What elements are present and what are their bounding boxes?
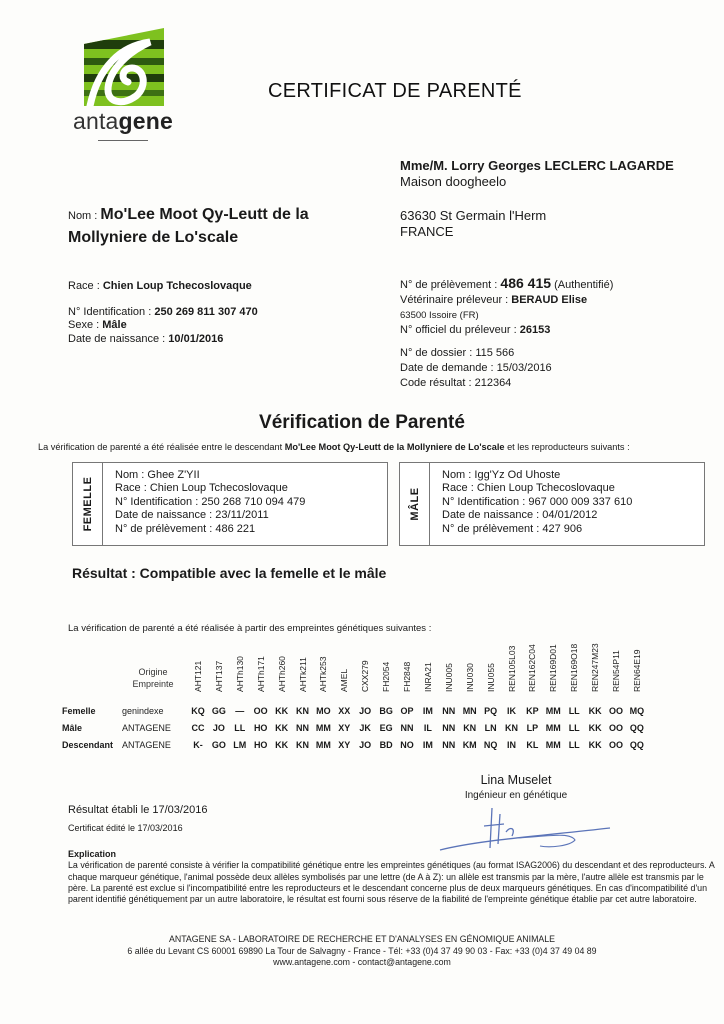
marker-name: AHTk253 xyxy=(318,656,329,692)
logo-wordmark xyxy=(68,108,178,135)
marker-name: REN54P11 xyxy=(611,650,621,692)
allele-cell: OO xyxy=(608,740,623,750)
genetics-intro: La vérification de parenté a été réalisée à partir des empreintes génétiques suivantes : xyxy=(68,623,432,634)
origin-header-line2: Empreinte xyxy=(132,679,174,689)
allele-cell: IK xyxy=(507,706,516,716)
marker-name: REN247M23 xyxy=(590,643,601,692)
allele-cell: MM xyxy=(545,740,561,750)
dog-dob xyxy=(68,333,309,347)
marker-name: AHTh130 xyxy=(234,656,245,692)
marker-name: AHTh171 xyxy=(255,656,266,692)
marker-header xyxy=(421,644,435,702)
marker-header xyxy=(379,644,393,702)
female-dob: Date de naissance : 23/11/2011 xyxy=(115,509,269,522)
dossier-label: N° de dossier : xyxy=(400,347,476,359)
allele-cell: KQ xyxy=(191,706,205,716)
allele-cell: LL xyxy=(568,740,580,750)
allele-cell: IM xyxy=(422,706,433,716)
row-origin: genindexe xyxy=(122,706,164,716)
allele-cell: QQ xyxy=(629,740,644,750)
allele-cell: NN xyxy=(442,740,456,750)
marker-name: REN162C04 xyxy=(527,644,538,692)
male-name: Nom : Igg'Yz Od Uhoste xyxy=(442,469,561,481)
row-origin: ANTAGENE xyxy=(122,723,171,733)
footer-separator: - xyxy=(349,957,358,968)
dog-name xyxy=(68,204,309,227)
allele-cell: KL xyxy=(526,740,539,750)
sample-vet-location: 63500 Issoire (FR) xyxy=(400,310,479,321)
allele-cell: KK xyxy=(588,740,602,750)
marker-name: FH2054 xyxy=(381,661,392,692)
allele-cell: CC xyxy=(191,723,205,733)
dog-dob-value: 10/01/2016 xyxy=(168,332,224,345)
female-sample: N° de prélèvement : 486 221 xyxy=(115,522,256,535)
male-sample: N° de prélèvement : 427 906 xyxy=(442,522,583,535)
allele-cell: HO xyxy=(253,723,268,733)
allele-cell: OO xyxy=(608,723,623,733)
marker-header xyxy=(609,644,623,702)
marker-header xyxy=(254,644,268,702)
row-origin: ANTAGENE xyxy=(122,740,171,750)
dog-id xyxy=(68,306,309,320)
allele-cell: KP xyxy=(526,706,539,716)
marker-name: INU055 xyxy=(485,663,496,692)
table-row xyxy=(62,706,712,723)
marker-header xyxy=(505,644,519,702)
allele-cell: JO xyxy=(359,740,372,750)
dog-sex xyxy=(68,319,309,333)
marker-header xyxy=(316,644,330,702)
marker-name: AHT121 xyxy=(193,660,203,692)
allele-cell: JO xyxy=(212,723,225,733)
sample-vet-label: Vétérinaire préleveur : xyxy=(400,294,512,306)
verification-intro-suffix: et les reproducteurs suivants : xyxy=(504,442,630,452)
allele-cell: KN xyxy=(296,740,309,750)
allele-cell: GG xyxy=(211,706,226,716)
allele-cell: LL xyxy=(234,723,246,733)
allele-cell: NN xyxy=(442,706,456,716)
allele-cell: GO xyxy=(211,740,226,750)
footer-address: 6 allée du Levant CS 60001 69890 La Tour de Salvagny - France - Tél: +33 (0)4 37 49 90 03 - Fax: +33 (0)4 37 49 04 89 xyxy=(127,945,597,956)
marker-header xyxy=(233,644,247,702)
dossier-value: 115 566 xyxy=(475,347,515,359)
verification-intro-prefix: La vérification de parenté a été réalisée entre le descendant xyxy=(38,442,285,452)
allele-cell: K- xyxy=(193,740,203,750)
signer-title: Ingénieur en génétique xyxy=(464,790,568,801)
allele-cell: QQ xyxy=(629,723,644,733)
male-fields xyxy=(430,463,632,545)
allele-cell: MM xyxy=(545,706,561,716)
origin-header-line1: Origine xyxy=(138,667,168,677)
allele-cell: OO xyxy=(608,706,623,716)
marker-header xyxy=(442,644,456,702)
allele-cell: BD xyxy=(379,740,393,750)
footer-contact xyxy=(0,957,724,969)
sample-number xyxy=(400,276,613,293)
marker-header xyxy=(546,644,560,702)
owner-address xyxy=(400,158,674,240)
marker-name: INU005 xyxy=(443,663,454,692)
allele-cell: KN xyxy=(505,723,518,733)
dog-race-label: Race : xyxy=(68,280,103,292)
dog-race xyxy=(68,280,309,294)
request-date xyxy=(400,361,613,376)
allele-cell: MM xyxy=(315,740,331,750)
allele-cell: JK xyxy=(359,723,371,733)
certificate-edited-date: Certificat édité le 17/03/2016 xyxy=(68,823,183,833)
row-label: Descendant xyxy=(62,740,114,750)
female-id: N° Identification : 250 268 710 094 479 xyxy=(115,495,306,508)
request-date-value: 15/03/2016 xyxy=(496,362,552,374)
allele-cell: MO xyxy=(316,706,331,716)
result-code-label: Code résultat : xyxy=(400,377,475,389)
male-race: Race : Chien Loup Tchecoslovaque xyxy=(442,482,615,495)
allele-cell: LN xyxy=(484,723,497,733)
logo-underline xyxy=(98,140,148,141)
allele-cell: MM xyxy=(315,723,331,733)
male-side-text: MÂLE xyxy=(408,487,421,521)
marker-header xyxy=(463,644,477,702)
owner-name: Mme/M. Lorry Georges LECLERC LAGARDE xyxy=(400,158,674,173)
dog-name-line2: Mollyniere de Lo'scale xyxy=(68,229,239,246)
document-title: CERTIFICAT DE PARENTÉ xyxy=(268,80,522,102)
marker-header xyxy=(484,644,498,702)
marker-name: REN105L03 xyxy=(506,645,517,692)
request-date-label: Date de demande : xyxy=(400,362,497,374)
footer-website[interactable]: www.antagene.com xyxy=(273,957,350,968)
allele-cell: LP xyxy=(526,723,539,733)
sample-status: (Authentifié) xyxy=(551,279,614,291)
row-label: Femelle xyxy=(62,706,96,716)
result-code-value: 212364 xyxy=(474,377,512,389)
allele-cell: XY xyxy=(338,723,351,733)
marker-header xyxy=(358,644,372,702)
marker-header xyxy=(275,644,289,702)
allele-cell: KK xyxy=(275,723,289,733)
male-parent-box xyxy=(399,462,705,546)
marker-name: AHTk211 xyxy=(297,657,308,692)
allele-cell: NQ xyxy=(483,740,498,750)
marker-header xyxy=(400,644,414,702)
sample-vet xyxy=(400,293,613,308)
signer-block xyxy=(436,773,596,801)
certificate-dates xyxy=(68,804,207,833)
allele-cell: NN xyxy=(442,723,456,733)
allele-cell: PQ xyxy=(484,706,498,716)
result-established-date: Résultat établi le 17/03/2016 xyxy=(68,804,208,816)
allele-cell: NO xyxy=(400,740,414,750)
allele-cell: KK xyxy=(588,723,602,733)
explanation-body: La vérification de parenté consiste à vérifier la compatibilité génétique entre les empreintes génétiques (au format ISAG2006) du descendant et des reproducteurs. A chaque marqueur génétique, l'animal possède deux allèles symbolisés par une lettre (de A à Z): un allèle est transmis par la mère, l'autre allèle est transmis par le père. La parenté est exclue si l'incompatibilité entre les reproducteurs et le descendant concerne plus de deux marqueurs génétiques. En cas d'incompatibilité d'un parent identifié génétiquement par un autre laboratoire, le résultat est fourni sous réserve de la fiabilité de l'empreinte génétique établie par cet autre laboratoire. xyxy=(68,860,715,905)
dog-id-label: N° Identification : xyxy=(68,305,155,318)
sample-number-label: N° de prélèvement : xyxy=(400,279,501,291)
marker-name: AHTh260 xyxy=(276,656,287,692)
dog-id-value: 250 269 811 307 470 xyxy=(154,305,258,318)
logo-text-light: anta xyxy=(72,108,119,134)
dog-race-value: Chien Loup Tchecoslovaque xyxy=(102,280,252,292)
marker-header xyxy=(630,644,644,702)
allele-cell: XX xyxy=(338,706,351,716)
marker-header xyxy=(337,644,351,702)
footer-company: ANTAGENE SA - LABORATOIRE DE RECHERCHE ET D'ANALYSES EN GÉNOMIQUE ANIMALE xyxy=(168,934,556,944)
allele-cell: OP xyxy=(400,706,414,716)
table-row xyxy=(62,723,712,740)
marker-name: INRA21 xyxy=(422,662,433,692)
allele-cell: KK xyxy=(275,740,289,750)
marker-header xyxy=(567,644,581,702)
sample-vet-official-label: N° officiel du préleveur : xyxy=(400,324,520,336)
allele-cell: IN xyxy=(507,740,516,750)
row-label: Mâle xyxy=(62,723,83,733)
allele-cell: NN xyxy=(296,723,309,733)
dog-info xyxy=(68,204,309,346)
result-statement: Résultat : Compatible avec la femelle et le mâle xyxy=(72,565,387,581)
marker-header xyxy=(588,644,602,702)
owner-country: FRANCE xyxy=(400,224,454,239)
sample-number-value: 486 415 xyxy=(500,275,552,291)
allele-cell: MN xyxy=(462,706,477,716)
dog-name-line1: Mo'Lee Moot Qy-Leutt de la xyxy=(100,206,309,223)
table-row xyxy=(62,740,712,757)
footer xyxy=(0,934,724,969)
marker-name: REN169O18 xyxy=(569,643,580,692)
marker-name: INU030 xyxy=(464,663,475,692)
marker-name: AMEL xyxy=(339,668,350,692)
allele-cell: MQ xyxy=(629,706,645,716)
sample-vet-official xyxy=(400,323,613,338)
allele-cell: KM xyxy=(462,740,477,750)
allele-cell: HO xyxy=(253,740,268,750)
allele-cell: EG xyxy=(379,723,393,733)
allele-cell: KK xyxy=(588,706,602,716)
genetic-marker-table xyxy=(62,644,712,759)
antagene-logo xyxy=(68,28,178,148)
male-dob: Date de naissance : 04/01/2012 xyxy=(442,509,598,522)
sample-vet-official-value: 26153 xyxy=(519,324,551,336)
result-code xyxy=(400,376,613,391)
allele-cell: KN xyxy=(463,723,477,733)
female-side-text: FEMELLE xyxy=(81,476,94,532)
dog-sex-value: Mâle xyxy=(102,319,127,331)
marker-header xyxy=(296,644,310,702)
logo-text-bold: gene xyxy=(118,108,174,134)
origin-header xyxy=(118,666,188,690)
female-race: Race : Chien Loup Tchecoslovaque xyxy=(115,482,288,495)
allele-cell: KK xyxy=(275,706,289,716)
verification-intro xyxy=(38,442,630,452)
allele-cell: MM xyxy=(545,723,561,733)
marker-name: REN64E19 xyxy=(631,649,642,692)
male-side-label xyxy=(400,463,430,545)
female-fields xyxy=(103,463,305,545)
owner-kennel: Maison doogheelo xyxy=(400,174,507,189)
female-side-label xyxy=(73,463,103,545)
signature-icon xyxy=(420,802,620,852)
sample-info xyxy=(400,276,613,391)
marker-name: FH2848 xyxy=(402,661,412,692)
dossier-number xyxy=(400,346,613,361)
sample-vet-value: BERAUD Elise xyxy=(511,294,588,306)
allele-cell: BG xyxy=(379,706,393,716)
verification-title: Vérification de Parenté xyxy=(259,412,465,433)
signer-name: Lina Muselet xyxy=(480,773,552,787)
antagene-logo-icon xyxy=(80,28,168,106)
female-name: Nom : Ghee Z'YII xyxy=(115,469,200,481)
explanation-block xyxy=(68,849,716,905)
allele-cell: LM xyxy=(233,740,247,750)
male-id: N° Identification : 967 000 009 337 610 xyxy=(442,495,633,508)
female-parent-box xyxy=(72,462,388,546)
marker-header xyxy=(212,644,226,702)
explanation-heading: Explication xyxy=(68,849,117,859)
allele-cell: KN xyxy=(296,706,309,716)
allele-cell: LL xyxy=(568,706,580,716)
dog-dob-label: Date de naissance : xyxy=(68,332,169,345)
marker-header xyxy=(525,644,539,702)
marker-header xyxy=(191,644,205,702)
marker-name: CXX279 xyxy=(360,660,371,692)
allele-cell: NN xyxy=(400,723,414,733)
marker-name: REN169D01 xyxy=(548,644,559,692)
allele-cell: — xyxy=(235,706,245,716)
allele-cell: IM xyxy=(422,740,433,750)
verification-intro-name: Mo'Lee Moot Qy-Leutt de la Mollyniere de Lo'scale xyxy=(284,442,505,452)
dog-sex-label: Sexe : xyxy=(68,319,103,331)
allele-cell: IL xyxy=(423,723,432,733)
allele-cell: OO xyxy=(253,706,268,716)
marker-name: AHT137 xyxy=(213,660,224,692)
owner-city: 63630 St Germain l'Herm xyxy=(400,208,547,223)
allele-cell: JO xyxy=(359,706,372,716)
allele-cell: XY xyxy=(338,740,351,750)
dog-name-label: Nom : xyxy=(68,210,101,222)
allele-cell: LL xyxy=(568,723,580,733)
footer-email[interactable]: contact@antagene.com xyxy=(357,957,451,968)
